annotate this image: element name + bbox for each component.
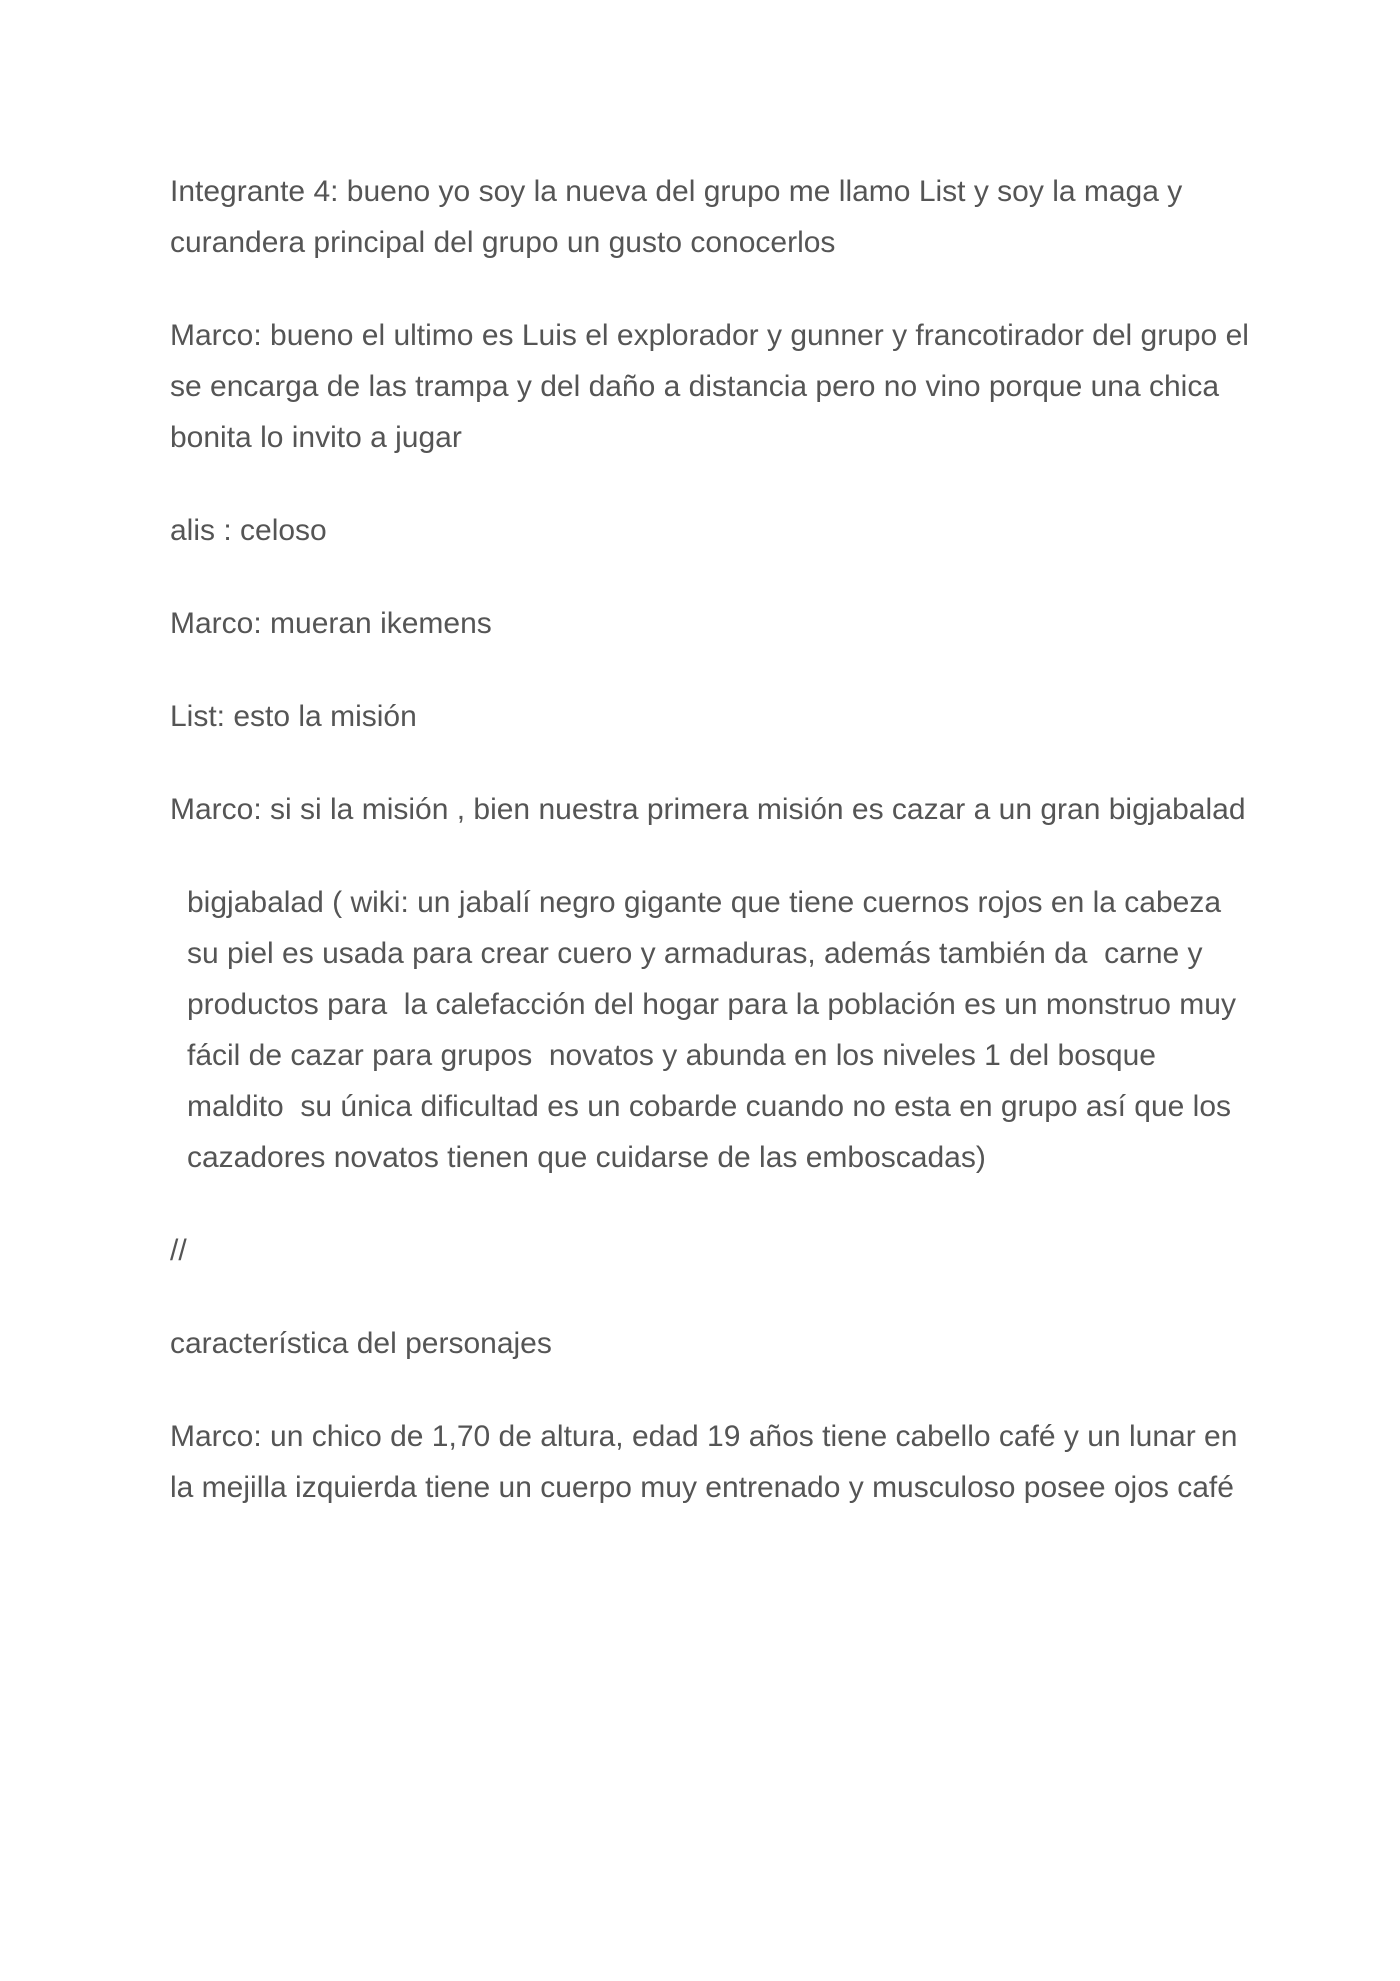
- paragraph-marco-mision: Marco: si si la misión , bien nuestra primera misión es cazar a un gran bigjabalad: [170, 793, 1246, 826]
- paragraph-caracteristicas-heading: característica del personajes: [170, 1327, 552, 1360]
- paragraph-list-mision: List: esto la misión: [170, 700, 417, 733]
- document-body: [170, 166, 1258, 1555]
- paragraph-marco-descripcion: Marco: un chico de 1,70 de altura, edad 19 años tiene cabello café y un lunar en la mejilla izquierda tiene un cuerpo muy entrenado y musculoso posee ojos café: [170, 1420, 1246, 1504]
- paragraph-integrante-4-intro: Integrante 4: bueno yo soy la nueva del grupo me llamo List y soy la maga y curandera principal del grupo un gusto conocerlos: [170, 175, 1191, 259]
- paragraph-marco-luis: Marco: bueno el ultimo es Luis el explorador y gunner y francotirador del grupo el se encarga de las trampa y del daño a distancia pero no vino porque una chica bonita lo invito a jugar: [170, 319, 1258, 454]
- paragraph-alis-celoso: alis : celoso: [170, 514, 327, 547]
- paragraph-bigjabalad-wiki: bigjabalad ( wiki: un jabalí negro gigante que tiene cuernos rojos en la cabeza su piel es usada para crear cuero y armaduras, además también da carne y productos para la calefacción del hogar para la población es un monstruo muy fácil de cazar para grupos novatos y abunda en los niveles 1 del bosque maldito su única dificultad es un cobarde cuando no esta en grupo así que los cazadores novatos tienen que cuidarse de las emboscadas): [187, 886, 1245, 1174]
- paragraph-separator: //: [170, 1234, 187, 1267]
- paragraph-marco-ikemens: Marco: mueran ikemens: [170, 607, 492, 640]
